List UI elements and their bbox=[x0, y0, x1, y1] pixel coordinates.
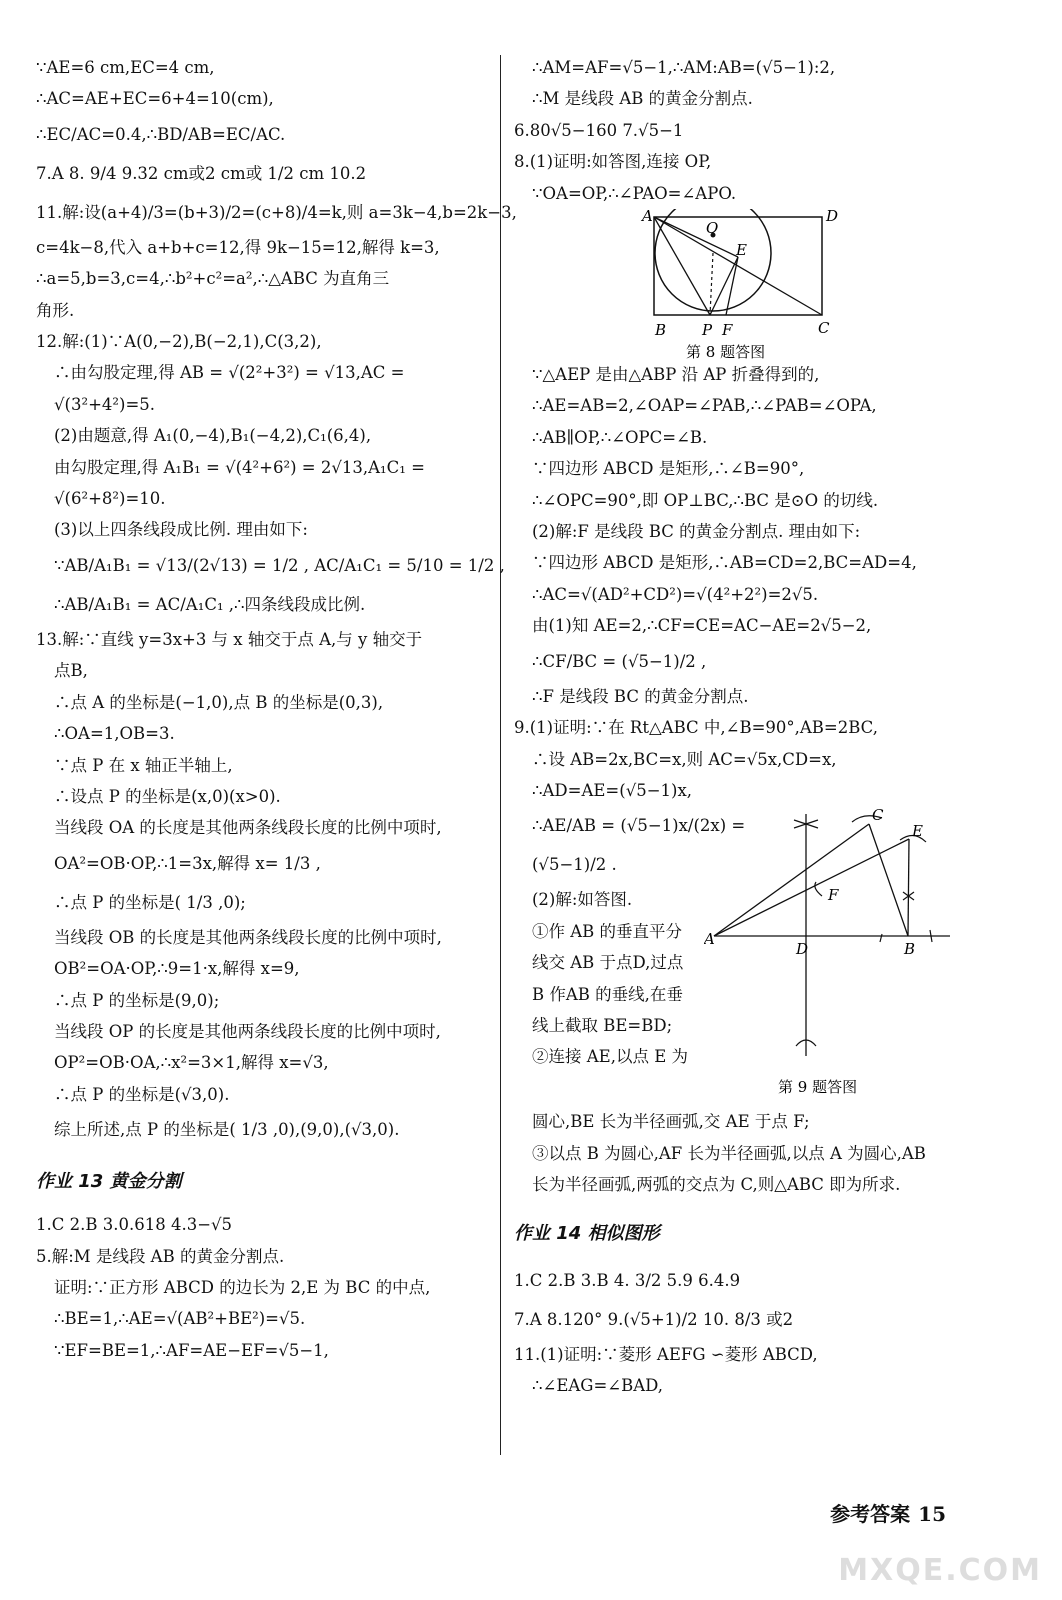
fig9-label-E: E bbox=[912, 822, 923, 841]
text-line: ∴CF/BC = (√5−1)/2 , bbox=[532, 651, 707, 671]
text-line: ∴AD=AE=(√5−1)x, bbox=[532, 780, 693, 800]
text-line: ∴点 P 的坐标是(√3,0). bbox=[54, 1084, 230, 1104]
text-line: 5.解:M 是线段 AB 的黄金分割点. bbox=[36, 1246, 285, 1266]
text-line: ∴设点 P 的坐标是(x,0)(x>0). bbox=[54, 786, 281, 806]
fig8-label-E: E bbox=[736, 241, 747, 260]
text-line: ②连接 AE,以点 E 为 bbox=[532, 1047, 688, 1067]
watermark: MXQE.COM bbox=[838, 1553, 1042, 1588]
text-line: 角形. bbox=[36, 300, 75, 320]
text-line: (3)以上四条线段成比例. 理由如下: bbox=[54, 520, 308, 540]
text-line: 12.解:(1)∵A(0,−2),B(−2,1),C(3,2), bbox=[36, 332, 322, 352]
fig9-label-B: B bbox=[904, 940, 916, 959]
fig8-label-C: C bbox=[818, 319, 830, 338]
text-line: 9.(1)证明:∵在 Rt△ABC 中,∠B=90°,AB=2BC, bbox=[514, 718, 878, 738]
text-line: ∴∠EAG=∠BAD, bbox=[532, 1375, 664, 1395]
fig9-label-A: A bbox=[704, 930, 715, 949]
text-line: ∵OA=OP,∴∠PAO=∠APO. bbox=[532, 183, 737, 203]
text-line: ∴AC=√(AD²+CD²)=√(4²+2²)=2√5. bbox=[532, 584, 819, 604]
page-footer bbox=[830, 1498, 946, 1527]
left-column bbox=[36, 52, 517, 1366]
answer-lines bbox=[514, 52, 984, 209]
answer-lines bbox=[36, 52, 517, 1149]
text-line: 1.C 2.B 3.B 4. 3/2 5.9 6.4.9 bbox=[514, 1270, 741, 1290]
text-line: 7.A 8.120° 9.(√5+1)/2 10. 8/3 或2 bbox=[514, 1309, 794, 1329]
text-line: 由(1)知 AE=2,∴CF=CE=AC−AE=2√5−2, bbox=[532, 616, 872, 636]
text-line: (2)由题意,得 A₁(0,−4),B₁(−4,2),C₁(6,4), bbox=[54, 426, 372, 446]
figure-8-diagram bbox=[514, 209, 984, 359]
fig9-label-F: F bbox=[828, 886, 839, 905]
text-line: ∴M 是线段 AB 的黄金分割点. bbox=[532, 89, 753, 109]
answer-lines bbox=[514, 359, 984, 806]
text-line: ∴OA=1,OB=3. bbox=[54, 724, 175, 744]
text-line: 7.A 8. 9/4 9.32 cm或2 cm或 1/2 cm 10.2 bbox=[36, 163, 367, 183]
figure-8 bbox=[514, 209, 984, 359]
text-line: 证明:∵正方形 ABCD 的边长为 2,E 为 BC 的中点, bbox=[54, 1277, 431, 1297]
text-line: ∵四边形 ABCD 是矩形,∴∠B=90°, bbox=[532, 459, 805, 479]
figure-9-diagram bbox=[704, 806, 974, 1106]
text-line: ∴F 是线段 BC 的黄金分割点. bbox=[532, 686, 749, 706]
text-line: ∴点 A 的坐标是(−1,0),点 B 的坐标是(0,3), bbox=[54, 692, 384, 712]
text-line: ∴AB/A₁B₁ = AC/A₁C₁ ,∴四条线段成比例. bbox=[54, 594, 366, 614]
text-line: B 作AB 的垂线,在垂 bbox=[532, 984, 683, 1004]
text-line: 点B, bbox=[54, 661, 88, 681]
text-line: ∵点 P 在 x 轴正半轴上, bbox=[54, 755, 233, 775]
text-line: 圆心,BE 长为半径画弧,交 AE 于点 F; bbox=[532, 1112, 810, 1132]
section-title-14: 作业 14 相似图形 bbox=[514, 1222, 660, 1244]
section-title-13: 作业 13 黄金分割 bbox=[36, 1171, 182, 1193]
text-line: √(3²+4²)=5. bbox=[54, 394, 156, 414]
fig9-label-C: C bbox=[872, 806, 884, 825]
text-line: ∴设 AB=2x,BC=x,则 AC=√5x,CD=x, bbox=[532, 749, 837, 769]
text-line: (2)解:F 是线段 BC 的黄金分割点. 理由如下: bbox=[532, 522, 861, 542]
fig8-label-O: O bbox=[706, 219, 719, 238]
column-divider bbox=[500, 55, 501, 1455]
right-column bbox=[514, 52, 984, 1401]
text-line: c=4k−8,代入 a+b+c=12,得 9k−15=12,解得 k=3, bbox=[36, 237, 440, 257]
text-line: 11.(1)证明:∵菱形 AEFG ∽菱形 ABCD, bbox=[514, 1344, 818, 1364]
text-line: 综上所述,点 P 的坐标是( 1/3 ,0),(9,0),(√3,0). bbox=[54, 1120, 400, 1140]
text-line: OP²=OB·OA,∴x²=3×1,解得 x=√3, bbox=[54, 1053, 329, 1073]
figure-9-block bbox=[514, 806, 984, 1106]
text-line: ∵四边形 ABCD 是矩形,∴AB=CD=2,BC=AD=4, bbox=[532, 553, 917, 573]
text-line: 6.80√5−160 7.√5−1 bbox=[514, 120, 684, 140]
fig8-label-F: F bbox=[722, 321, 733, 340]
text-line: 8.(1)证明:如答图,连接 OP, bbox=[514, 152, 712, 172]
text-line: ∴点 P 的坐标是(9,0); bbox=[54, 990, 220, 1010]
text-line: 1.C 2.B 3.0.618 4.3−√5 bbox=[36, 1215, 233, 1235]
text-line: 11.解:设(a+4)/3=(b+3)/2=(c+8)/4=k,则 a=3k−4,b=2k−3, bbox=[36, 202, 517, 222]
text-line: ∴AE=AB=2,∠OAP=∠PAB,∴∠PAB=∠OPA, bbox=[532, 396, 877, 416]
text-line: OB²=OA·OP,∴9=1·x,解得 x=9, bbox=[54, 959, 300, 979]
text-line: ∵AB/A₁B₁ = √13/(2√13) = 1/2 , AC/A₁C₁ = 5/10 = 1/2 , bbox=[54, 555, 505, 575]
text-line: 当线段 OA 的长度是其他两条线段长度的比例中项时, bbox=[54, 818, 442, 838]
text-line: (√5−1)/2 . bbox=[532, 855, 617, 875]
text-line: ∴点 P 的坐标是( 1/3 ,0); bbox=[54, 892, 246, 912]
text-line: ∴由勾股定理,得 AB = √(2²+3²) = √13,AC = bbox=[54, 363, 405, 383]
text-line: ③以点 B 为圆心,AF 长为半径画弧,以点 A 为圆心,AB bbox=[532, 1143, 926, 1163]
text-line: ∵△AEP 是由△ABP 沿 AP 折叠得到的, bbox=[532, 365, 820, 385]
text-line: 线交 AB 于点D,过点 bbox=[532, 953, 684, 973]
text-line: ∴BE=1,∴AE=√(AB²+BE²)=√5. bbox=[54, 1309, 306, 1329]
text-line: ∴AC=AE+EC=6+4=10(cm), bbox=[36, 89, 274, 109]
page-number: 15 bbox=[918, 1502, 946, 1526]
text-line: 长为半径画弧,两弧的交点为 C,则△ABC 即为所求. bbox=[532, 1175, 901, 1195]
text-line: ∴AE/AB = (√5−1)x/(2x) = bbox=[532, 816, 746, 836]
figure-9-caption: 第 9 题答图 bbox=[778, 1078, 858, 1097]
text-line: ∴∠OPC=90°,即 OP⊥BC,∴BC 是⊙O 的切线. bbox=[532, 490, 879, 510]
text-line: ①作 AB 的垂直平分 bbox=[532, 921, 683, 941]
footer-label: 参考答案 bbox=[830, 1502, 911, 1526]
answer-lines bbox=[514, 1106, 984, 1200]
fig8-label-D: D bbox=[826, 209, 839, 226]
fig8-label-B: B bbox=[655, 321, 667, 340]
text-line: ∴a=5,b=3,c=4,∴b²+c²=a²,∴△ABC 为直角三 bbox=[36, 269, 390, 289]
text-line: ∴AB∥OP,∴∠OPC=∠B. bbox=[532, 427, 708, 447]
text-line: 线上截取 BE=BD; bbox=[532, 1015, 673, 1035]
text-line: 由勾股定理,得 A₁B₁ = √(4²+6²) = 2√13,A₁C₁ = bbox=[54, 457, 425, 477]
answer-lines bbox=[514, 806, 746, 1072]
answer-lines bbox=[36, 1209, 494, 1366]
text-line: ∴AM=AF=√5−1,∴AM:AB=(√5−1):2, bbox=[532, 58, 836, 77]
text-line: OA²=OB·OP,∴1=3x,解得 x= 1/3 , bbox=[54, 853, 321, 873]
text-line: (2)解:如答图. bbox=[532, 890, 633, 910]
text-line: ∵AE=6 cm,EC=4 cm, bbox=[36, 58, 215, 77]
text-line: 当线段 OB 的长度是其他两条线段长度的比例中项时, bbox=[54, 927, 442, 947]
answer-lines bbox=[514, 1261, 984, 1402]
text-line: 当线段 OP 的长度是其他两条线段长度的比例中项时, bbox=[54, 1021, 441, 1041]
text-line: ∵EF=BE=1,∴AF=AE−EF=√5−1, bbox=[54, 1340, 329, 1360]
text-line: √(6²+8²)=10. bbox=[54, 489, 166, 509]
figure-8-caption: 第 8 题答图 bbox=[686, 343, 766, 360]
fig8-label-A: A bbox=[642, 209, 653, 226]
fig9-label-D: D bbox=[796, 940, 809, 959]
text-line: ∴EC/AC=0.4,∴BD/AB=EC/AC. bbox=[36, 124, 286, 144]
text-line: 13.解:∵直线 y=3x+3 与 x 轴交于点 A,与 y 轴交于 bbox=[36, 629, 423, 649]
fig8-label-P: P bbox=[702, 321, 713, 340]
